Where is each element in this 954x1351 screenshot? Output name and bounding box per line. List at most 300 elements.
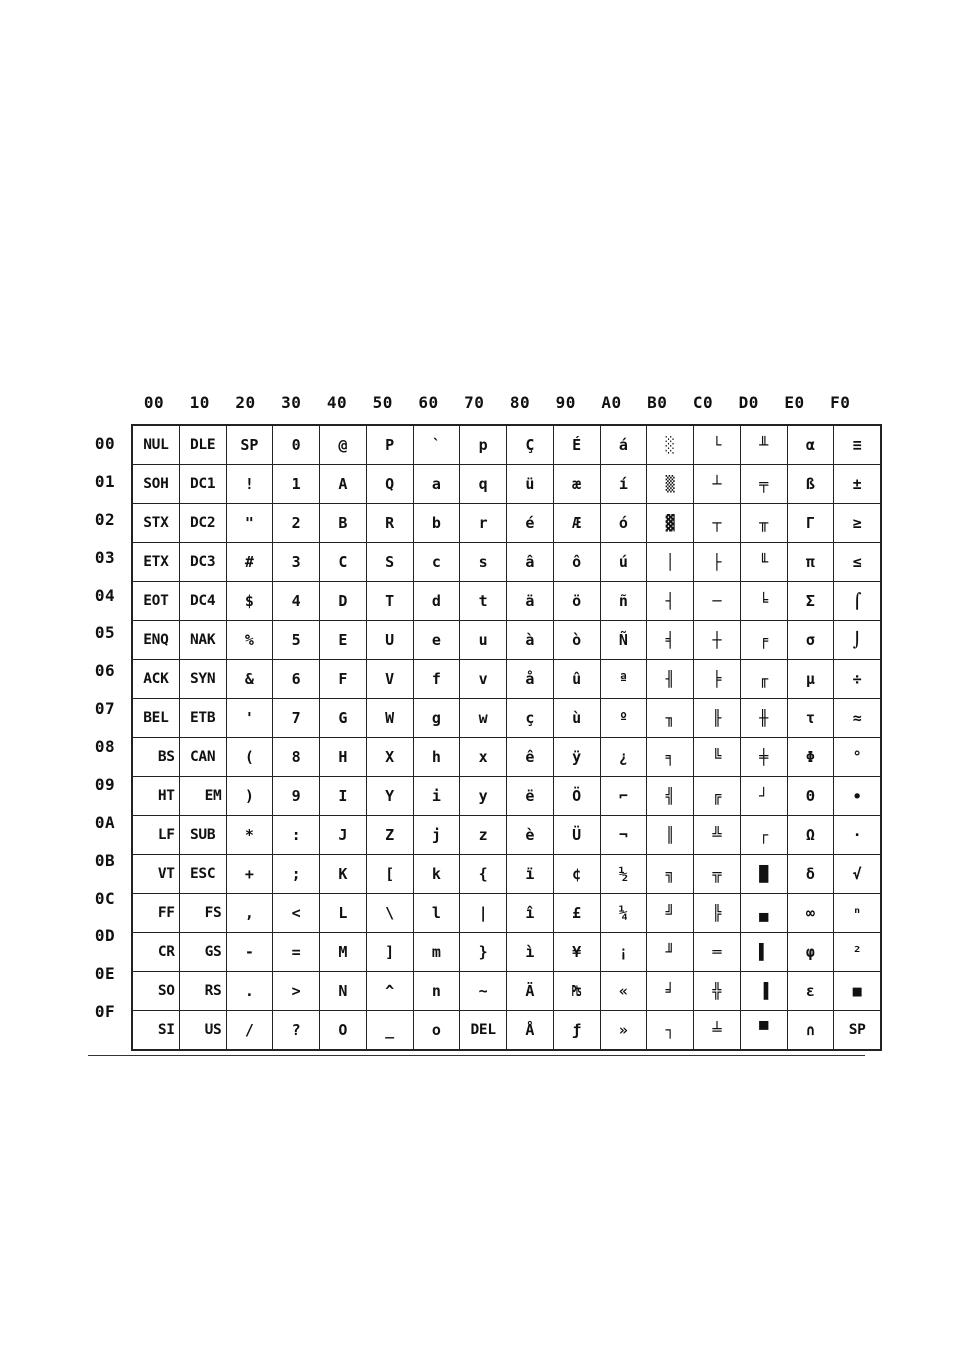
table-row [132,894,881,933]
character-cell: ∩ [787,1011,834,1051]
character-cell: ETB [179,699,226,738]
character-cell: ü [507,465,554,504]
character-cell: I [320,777,367,816]
table-row [132,425,881,465]
character-cell: ì [507,933,554,972]
table-row [132,504,881,543]
character-cell: : [273,816,320,855]
character-cell: Æ [553,504,600,543]
character-cell: DLE [179,425,226,465]
row-header: 05 [94,623,116,643]
character-cell: ε [787,972,834,1011]
character-cell: P [366,425,413,465]
character-cell: ╠ [694,894,741,933]
column-header-row [131,393,863,415]
row-header: 0A [94,812,116,832]
character-cell: F [320,660,367,699]
column-header: F0 [830,393,851,412]
character-cell: EM [179,777,226,816]
character-cell: ï [507,855,554,894]
character-cell: BEL [132,699,179,738]
character-cell: ╛ [647,972,694,1011]
character-cell: Γ [787,504,834,543]
table-row [132,738,881,777]
table-row [132,1011,881,1051]
character-cell: ¬ [600,816,647,855]
row-header: 0B [94,850,116,870]
character-cell: » [600,1011,647,1051]
character-cell: L [320,894,367,933]
character-cell: ± [834,465,881,504]
character-cell: ╫ [740,699,787,738]
character-code-table [131,424,882,1051]
character-cell: Ü [553,816,600,855]
column-header: 60 [418,393,439,412]
character-cell: ╥ [740,504,787,543]
character-cell: 0 [273,425,320,465]
column-header: 00 [143,393,165,412]
character-cell: X [366,738,413,777]
character-cell: É [553,425,600,465]
character-cell: NUL [132,425,179,465]
character-cell: ╕ [647,738,694,777]
character-cell: ₧ [553,972,600,1011]
character-cell: d [413,582,460,621]
character-cell: ÿ [553,738,600,777]
character-cell: ┌ [740,816,787,855]
character-cell: 8 [273,738,320,777]
character-cell: SI [132,1011,179,1051]
character-cell: $ [226,582,273,621]
character-cell: ó [600,504,647,543]
character-cell: RS [179,972,226,1011]
character-cell: ╖ [647,699,694,738]
character-cell: STX [132,504,179,543]
character-cell: ╞ [694,660,741,699]
character-cell: DEL [460,1011,507,1051]
character-cell: ░ [647,425,694,465]
character-cell: GS [179,933,226,972]
character-cell: ° [834,738,881,777]
character-cell: + [226,855,273,894]
character-cell: v [460,660,507,699]
character-cell: ¼ [600,894,647,933]
row-header: 00 [94,434,116,453]
character-cell: ½ [600,855,647,894]
character-cell: W [366,699,413,738]
character-cell: ╩ [694,816,741,855]
character-cell: ╒ [740,621,787,660]
character-cell: B [320,504,367,543]
character-cell: CAN [179,738,226,777]
horizontal-divider [88,1055,865,1056]
character-cell: ╘ [740,582,787,621]
character-cell: ∞ [787,894,834,933]
character-cell: « [600,972,647,1011]
table-row [132,465,881,504]
character-cell: < [273,894,320,933]
character-cell: ├ [694,543,741,582]
character-cell: - [226,933,273,972]
character-cell: ≥ [834,504,881,543]
column-header: 10 [189,393,210,412]
character-cell: FS [179,894,226,933]
column-header: 40 [326,393,348,412]
character-cell: ▌ [740,933,787,972]
table-row [132,972,881,1011]
character-cell: σ [787,621,834,660]
character-cell: ┤ [647,582,694,621]
character-cell: Σ [787,582,834,621]
character-cell: Q [366,465,413,504]
character-cell: @ [320,425,367,465]
character-cell: à [507,621,554,660]
character-cell: U [366,621,413,660]
character-cell: º [600,699,647,738]
character-cell: NAK [179,621,226,660]
table-row [132,855,881,894]
character-cell: ┼ [694,621,741,660]
character-cell: R [366,504,413,543]
character-cell: ═ [694,933,741,972]
character-cell: j [413,816,460,855]
character-cell: ╚ [694,738,741,777]
character-cell: % [226,621,273,660]
character-cell: ╨ [740,425,787,465]
character-cell: 2 [273,504,320,543]
character-cell: S [366,543,413,582]
character-cell: t [460,582,507,621]
column-header: 30 [281,393,302,412]
character-cell: ö [553,582,600,621]
table-row [132,933,881,972]
character-cell: G [320,699,367,738]
character-cell: ; [273,855,320,894]
character-cell: ⌠ [834,582,881,621]
row-header: 0D [94,926,116,946]
character-cell: ª [600,660,647,699]
row-header: 0C [94,888,116,908]
character-cell: è [507,816,554,855]
character-cell: . [226,972,273,1011]
character-cell: ¢ [553,855,600,894]
character-cell: ▓ [647,504,694,543]
row-header: 07 [94,699,116,719]
character-cell: │ [647,543,694,582]
character-cell: e [413,621,460,660]
character-cell: US [179,1011,226,1051]
character-cell: Θ [787,777,834,816]
character-cell: | [460,894,507,933]
character-cell: ( [226,738,273,777]
character-cell: Y [366,777,413,816]
character-cell: J [320,816,367,855]
character-cell: A [320,465,367,504]
character-cell: c [413,543,460,582]
character-cell: m [413,933,460,972]
character-cell: ~ [460,972,507,1011]
character-cell: α [787,425,834,465]
character-cell: ≡ [834,425,881,465]
character-cell: f [413,660,460,699]
character-cell: SOH [132,465,179,504]
row-header: 09 [94,774,116,794]
row-header: 01 [94,471,116,491]
row-header: 0E [94,964,116,984]
character-cell: ╗ [647,855,694,894]
character-cell: VT [132,855,179,894]
character-cell: Ω [787,816,834,855]
character-cell: â [507,543,554,582]
character-cell: b [413,504,460,543]
row-header: 08 [94,737,116,756]
character-cell: ─ [694,582,741,621]
character-cell: D [320,582,367,621]
character-cell: o [413,1011,460,1051]
character-cell: / [226,1011,273,1051]
row-header: 06 [94,661,116,681]
character-cell: SP [226,425,273,465]
character-cell: δ [787,855,834,894]
character-cell: LF [132,816,179,855]
character-cell: O [320,1011,367,1051]
character-cell: ê [507,738,554,777]
character-cell: BS [132,738,179,777]
character-cell: k [413,855,460,894]
character-cell: ╡ [647,621,694,660]
character-cell: ┴ [694,465,741,504]
row-header: 0F [94,1002,116,1022]
character-cell: ╔ [694,777,741,816]
column-header: A0 [601,393,622,412]
character-cell: ë [507,777,554,816]
character-cell: ╤ [740,465,787,504]
character-cell: H [320,738,367,777]
table-row [132,816,881,855]
character-cell: 7 [273,699,320,738]
character-cell: ╬ [694,972,741,1011]
character-cell: = [273,933,320,972]
column-header: B0 [647,393,668,412]
character-cell: π [787,543,834,582]
character-cell: w [460,699,507,738]
character-cell: ƒ [553,1011,600,1051]
character-cell: 9 [273,777,320,816]
character-cell: ! [226,465,273,504]
character-cell: " [226,504,273,543]
character-cell: \ [366,894,413,933]
character-cell: DC2 [179,504,226,543]
character-cell: EOT [132,582,179,621]
character-cell: Å [507,1011,554,1051]
character-cell: _ [366,1011,413,1051]
character-cell: ▀ [740,1011,787,1051]
character-cell: # [226,543,273,582]
table-row [132,621,881,660]
column-header: 20 [235,393,256,412]
character-cell: £ [553,894,600,933]
character-cell: ENQ [132,621,179,660]
character-cell: h [413,738,460,777]
character-cell: å [507,660,554,699]
character-cell: æ [553,465,600,504]
character-cell: SYN [179,660,226,699]
character-cell: ^ [366,972,413,1011]
character-cell: ▒ [647,465,694,504]
character-cell: r [460,504,507,543]
character-cell: ╣ [647,777,694,816]
character-cell: y [460,777,507,816]
character-cell: > [273,972,320,1011]
character-cell: ╦ [694,855,741,894]
table-row [132,699,881,738]
row-header-column [86,425,126,1031]
character-cell: · [834,816,881,855]
character-cell: ¥ [553,933,600,972]
character-cell: ╪ [740,738,787,777]
character-cell: V [366,660,413,699]
character-cell: µ [787,660,834,699]
character-cell: ÷ [834,660,881,699]
character-cell: ` [413,425,460,465]
character-cell: * [226,816,273,855]
character-cell: CR [132,933,179,972]
column-header: E0 [784,393,805,412]
character-cell: M [320,933,367,972]
character-cell: E [320,621,367,660]
character-cell: n [413,972,460,1011]
column-header: D0 [738,393,759,412]
character-cell: 3 [273,543,320,582]
character-cell: ⌡ [834,621,881,660]
character-cell: ú [600,543,647,582]
character-cell: ) [226,777,273,816]
character-cell: Φ [787,738,834,777]
character-cell: SP [834,1011,881,1051]
character-cell: ñ [600,582,647,621]
character-cell: ¿ [600,738,647,777]
row-header: 03 [94,547,116,567]
character-cell: Ö [553,777,600,816]
character-cell: [ [366,855,413,894]
column-header: 70 [464,393,485,412]
character-cell: g [413,699,460,738]
table-row [132,582,881,621]
character-cell: Ñ [600,621,647,660]
character-cell: i [413,777,460,816]
character-cell: ╝ [647,894,694,933]
character-cell: 6 [273,660,320,699]
character-cell: ╟ [694,699,741,738]
character-cell: p [460,425,507,465]
character-cell: Ä [507,972,554,1011]
character-cell: ┐ [647,1011,694,1051]
row-header: 04 [94,585,116,605]
character-cell: í [600,465,647,504]
character-cell: 4 [273,582,320,621]
character-cell: z [460,816,507,855]
character-cell: ä [507,582,554,621]
table-row [132,660,881,699]
character-cell: ║ [647,816,694,855]
character-cell: τ [787,699,834,738]
character-cell: T [366,582,413,621]
table-row [132,543,881,582]
character-cell: ■ [834,972,881,1011]
character-cell: ' [226,699,273,738]
character-cell: ≤ [834,543,881,582]
character-cell: { [460,855,507,894]
character-cell: K [320,855,367,894]
character-cell: x [460,738,507,777]
character-cell: FF [132,894,179,933]
character-cell: φ [787,933,834,972]
character-cell: SUB [179,816,226,855]
character-cell: Z [366,816,413,855]
character-cell: ⌐ [600,777,647,816]
character-cell: █ [740,855,787,894]
character-cell: ESC [179,855,226,894]
column-header: C0 [692,393,714,412]
character-cell: ETX [132,543,179,582]
character-cell: ╜ [647,933,694,972]
character-cell: , [226,894,273,933]
character-cell: & [226,660,273,699]
character-cell: SO [132,972,179,1011]
character-cell: ç [507,699,554,738]
character-cell: ACK [132,660,179,699]
character-cell: ╢ [647,660,694,699]
character-cell: 5 [273,621,320,660]
character-cell: é [507,504,554,543]
character-cell: ▐ [740,972,787,1011]
character-cell: u [460,621,507,660]
character-cell: ╙ [740,543,787,582]
character-cell: Ç [507,425,554,465]
character-cell: HT [132,777,179,816]
column-header: 90 [555,393,576,412]
character-cell: 1 [273,465,320,504]
character-cell: } [460,933,507,972]
character-cell: ² [834,933,881,972]
character-cell: ô [553,543,600,582]
character-cell: ┘ [740,777,787,816]
character-cell: ? [273,1011,320,1051]
character-cell: l [413,894,460,933]
character-cell: q [460,465,507,504]
character-cell: ] [366,933,413,972]
character-cell: ≈ [834,699,881,738]
character-cell: î [507,894,554,933]
character-cell: C [320,543,367,582]
character-cell: ⁿ [834,894,881,933]
character-cell: ò [553,621,600,660]
column-header: 50 [372,393,393,412]
character-cell: ß [787,465,834,504]
table-row [132,777,881,816]
character-cell: a [413,465,460,504]
row-header: 02 [94,509,116,529]
character-cell: s [460,543,507,582]
character-cell: └ [694,425,741,465]
character-cell: ▄ [740,894,787,933]
character-cell: DC3 [179,543,226,582]
character-cell: û [553,660,600,699]
character-cell: ¡ [600,933,647,972]
character-cell: √ [834,855,881,894]
column-header: 80 [509,393,531,412]
character-cell: ┬ [694,504,741,543]
